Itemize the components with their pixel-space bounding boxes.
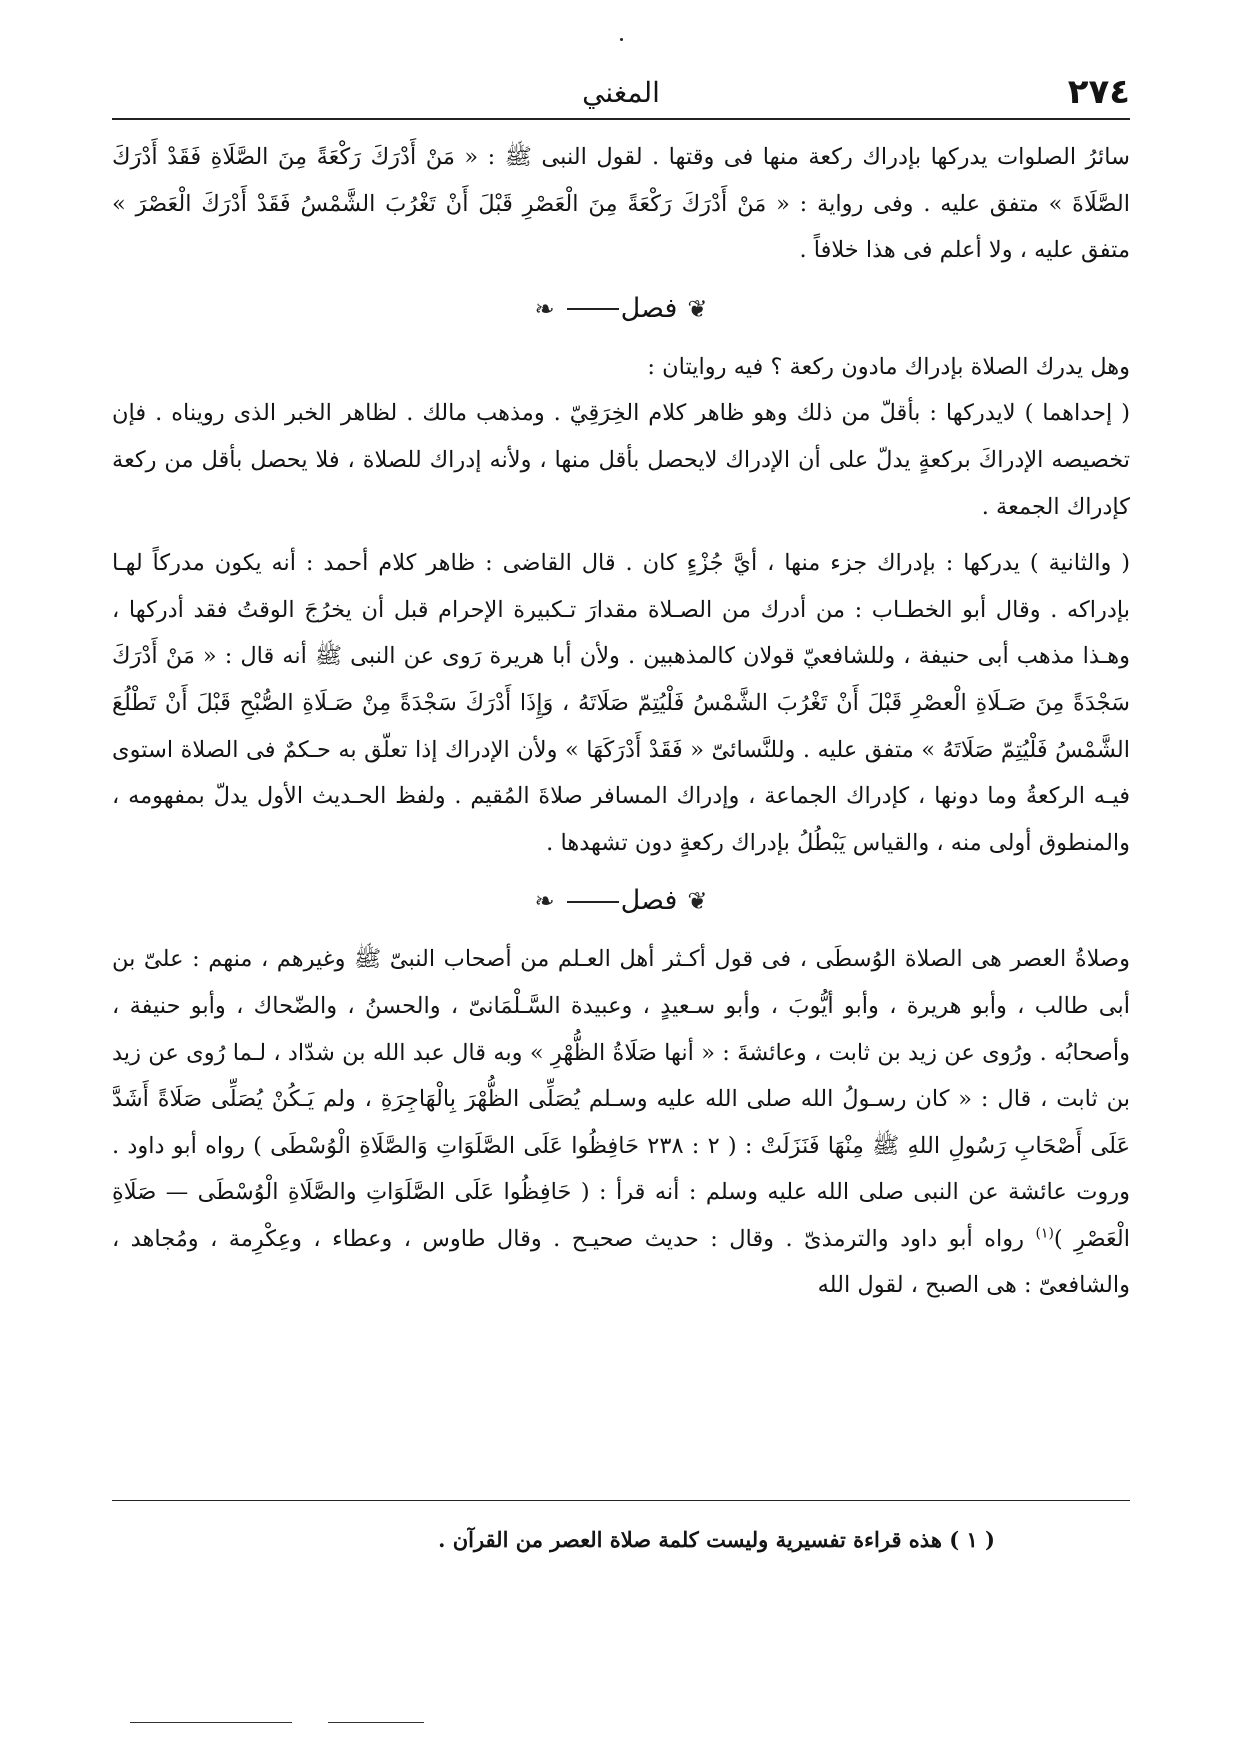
bottom-line [328, 1722, 424, 1723]
header-rule [112, 118, 1130, 120]
footnote-rule [112, 1500, 1130, 1501]
paragraph: وهل يدرك الصلاة بإدراك مادون ركعة ؟ فيه روايتان : [647, 353, 1130, 380]
paragraph-gap [112, 530, 1130, 540]
page-body [112, 134, 1130, 1309]
ornament-icon: ❧ [534, 887, 555, 916]
heading-stroke [567, 901, 619, 903]
paragraph: سائرُ الصلوات يدركها بإدراك ركعة منها فى وقتها . لقول النبى ﷺ : « مَنْ أَدْرَكَ رَكْعَةً مِنَ الصَّلَاةِ فَقَدْ أَدْرَكَ الصَّلَاةَ » متفق عليه . وفى رواية : « مَنْ أَدْرَكَ رَكْعَةً مِنَ الْعَصْرِ قَبْلَ أَنْ تَغْرُبَ الشَّمْسُ فَقَدْ أَدْرَكَ الْعَصْرَ » متفق عليه ، ولا أعلم فى هذا خلافاً . [112, 144, 1130, 264]
heading-stroke [567, 308, 619, 310]
paragraph: ( إحداهما ) لايدركها : بأقلّ من ذلك وهو ظاهر كلام الخِرَقِيّ . ومذهب مالك . لظاهر الخبر الذى رويناه . فإن تخصيصه الإدراكَ بركعةٍ يدلّ على أن الإدراك لايحصل بأقل منها ، ولأنه إدراك للصلاة ، فلا يحصل بأقل من ركعة كإدراك الجمعة . [112, 400, 1130, 520]
running-title: المغني [582, 76, 660, 109]
ornament-icon: ❧ [534, 294, 555, 323]
section-heading [112, 872, 1130, 930]
ornament-icon: ❦ [687, 887, 708, 916]
section-heading [112, 280, 1130, 338]
paragraph-text: رواه أبو داود والترمذىّ . وقال : حديث صحيـح . وقال طاوس ، وعطاء ، وعِكْرِمة ، ومُجاهد ، والشافعىّ : هى الصبح ، لقول الله [112, 1225, 1130, 1299]
page-header [112, 72, 1130, 114]
ornament-icon: ❦ [687, 294, 708, 323]
footnote-reference: (١) [1035, 1225, 1054, 1242]
top-dot-mark [620, 38, 623, 41]
page-number: ٢٧٤ [1067, 72, 1130, 112]
paragraph: ( والثانية ) يدركها : بإدراك جزء منها ، أيَّ جُزْءٍ كان . قال القاضى : ظاهر كلام أحمد : أنه يكون مدركاً لهـا بإدراكه . وقال أبو الخطـاب : من أدرك من الصـلاة مقدارَ تـكبيرة الإحرام قبل أن يخرُجَ الوقتُ فقد أدركها ، وهـذا مذهب أبى حنيفة ، وللشافعيّ قولان كالمذهبين . ولأن أبا هريرة رَوى عن النبى ﷺ أنه قال : « مَنْ أَدْرَكَ سَجْدَةً مِنَ صَـلَاةِ الْعصْرِ قَبْلَ أَنْ تَغْرُبَ الشَّمْسُ فَلْيُتِمّ صَلَاتَهُ ، وَإِذَا أَدْرَكَ سَجْدَةً مِنْ صَـلَاةِ الصُّبْحِ قَبْلَ أَنْ تَطْلُعَ الشَّمْسُ فَلْيُتِمّ صَلَاتَهُ » متفق عليه . وللنَّسائىّ « فَقَدْ أَدْرَكَهَا » ولأن الإدراك إذا تعلّق به حـكمٌ فى الصلاة استوى فيـه الركعةُ وما دونها ، كإدراك الجماعة ، وإدراك المسافر صلاةَ المُقيم . ولفظ الحـديث الأول يدلّ بمفهومه ، والمنطوق أولى منه ، والقياس يَبْطُلُ بإدراك ركعةٍ دون تشهدها . [112, 550, 1130, 856]
footnote: ( ١ ) هذه قراءة تفسيرية وليست كلمة صلاة العصر من القرآن . [438, 1527, 995, 1552]
section-heading-label: فصل [620, 885, 678, 917]
bottom-line [130, 1722, 292, 1723]
paragraph [112, 936, 1130, 1309]
paragraph-text: وصلاةُ العصر هى الصلاة الوُسطَى ، فى قول أكـثر أهل العـلم من أصحاب النبىّ ﷺ وغيرهم ، منهم : علىّ بن أبى طالب ، وأبو هريرة ، وأبو أيُّوبَ ، وأبو سـعيدٍ ، وعبيدة السَّـلْمَانىّ ، والحسنُ ، والضّحاك ، وأبو حنيفة ، وأصحابُه . ورُوى عن زيد بن ثابت ، وعائشةَ : « أنها صَلَاةُ الظُّهْرِ » وبه قال عبد الله بن شدّاد ، لـما رُوى عن زيد بن ثابت ، قال : « كان رسـولُ الله صلى الله عليه وسـلم يُصَلِّى الظُّهْرَ بِالْهَاجِرَةِ ، ولم يَـكُنْ يُصَلِّى صَلَاةً أَشَدَّ عَلَى أَصْحَابِ رَسُولِ اللهِ ﷺ مِنْهَا فَنَزَلَتْ : ( ٢ : ٢٣٨ حَافِظُوا عَلَى الصَّلَوَاتِ وَالصَّلَاةِ الْوُسْطَى ) رواه أبو داود . وروت عائشة عن النبى صلى الله عليه وسلم : أنه قرأ : ( حَافِظُوا عَلَى الصَّلَوَاتِ والصَّلَاةِ الْوُسْطَى — صَلَاةِ الْعَصْرِ ) [112, 946, 1131, 1252]
section-heading-label: فصل [620, 292, 678, 324]
